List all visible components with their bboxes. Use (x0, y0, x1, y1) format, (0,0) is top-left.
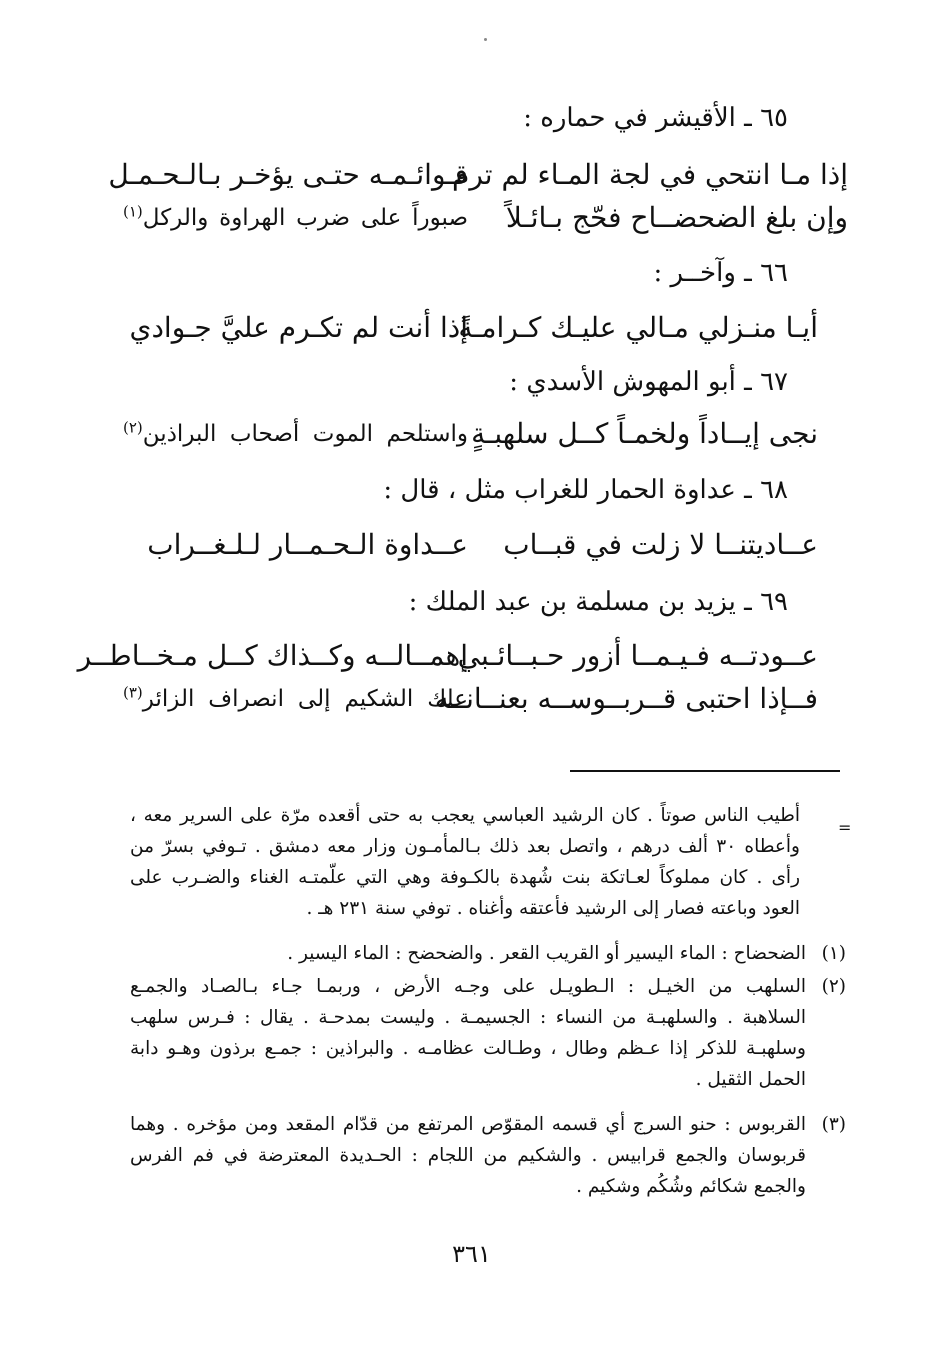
print-speck (484, 38, 487, 41)
footnote-number: (٣) (821, 1114, 846, 1135)
verse-second-hemistich: عــداوة الـحـمــار لـلـغــراب (147, 528, 468, 561)
footnote-number: (١) (821, 943, 846, 964)
footnote-reference: (٣) (123, 683, 143, 702)
footnote-line: الحمل الثقيل . (695, 1069, 806, 1090)
verse-line (120, 308, 848, 348)
poem-heading-68: ٦٨ ـ عداوة الحمار للغراب مثل ، قال : (383, 475, 788, 505)
footnote-line: السلاهبة . والسلهبـة من النساء : الجسيمـة . وليست بمدحـة . يقال : فـرس سلهب (130, 1007, 806, 1028)
continuation-mark: = (838, 818, 852, 837)
footnote-line: وسلهبـة للذكر إذا عـظم وطال ، وطـالت عظامـه . والبراذين : جمـع برذون وهـو دابة (130, 1038, 806, 1059)
footnote-line: قربوسان والجمع قرابيس . والشكيم من اللجام : الحـديدة المعترضة في فم الفرس (130, 1145, 806, 1166)
poem-heading-65: ٦٥ ـ الأقيشر في حماره : (523, 103, 788, 133)
footnote-line: القربوس : حنو السرج أي قسمه المقوّص المرتفع من قدّام المقعد ومن مؤخره . وهما (130, 1114, 806, 1135)
verse-line (77, 636, 848, 676)
verse-first-hemistich: عــاديتنــا لا زلت في قبــاب (503, 528, 818, 561)
footnote-2 (130, 971, 846, 1095)
verse-text: علك الشكيم إلى انصراف الزائر (142, 686, 468, 712)
verse-text: صبوراً على ضرب الهراوة والركل (142, 205, 468, 231)
footnote-line: السلهب من الخيـل : الـطويـل على وجـه الأرض ، وربمـا جـاء بـالصـاد والجمـع (130, 976, 806, 997)
footnote-1 (130, 938, 846, 969)
footnote-3 (130, 1109, 846, 1202)
verse-first-hemistich: فــإذا احتبى قــربــوســه بعنــانــه (434, 682, 818, 715)
verse-first-hemistich: إذا مـا انتحي في لجة المـاء لم ترم (452, 158, 848, 191)
page-number: ٣٦١ (452, 1240, 491, 1268)
verse-first-hemistich: أيـا منـزلي مـالي عليـك كـرامـةً (458, 311, 818, 344)
poem-heading-67: ٦٧ ـ أبو المهوش الأسدي : (509, 367, 788, 397)
verse-line (108, 155, 848, 195)
footnote-line: العود وباعته فصار إلى الرشيد فأعتقه وأغناه . توفي سنة ٢٣١ هـ . (306, 898, 800, 919)
footnote-reference: (٢) (123, 418, 143, 437)
verse-line (120, 414, 848, 454)
verse-first-hemistich: عــودتــه فـيـمــا أزور حـبــائـبي (457, 639, 818, 672)
verse-line (120, 679, 848, 719)
verse-first-hemistich: نجى إيــاداً ولخمـاً كــل سلهبـةٍ (471, 417, 818, 450)
verse-second-hemistich (123, 414, 468, 454)
footnote-line: رأى . كان مملوكاً لعـاتكة بنت شُهدة بالكـوفة وهي التي علّمتـه الغناء والضـرب على (130, 867, 800, 888)
verse-line (120, 525, 848, 565)
verse-line (120, 198, 848, 238)
verse-first-hemistich: وإن بلغ الضحضــاح فحّج بـائـلاً (505, 201, 848, 234)
verse-second-hemistich (123, 198, 468, 238)
footnote-line: والجمع شكائم وشُكُم وشكيم . (576, 1176, 806, 1197)
footnote-line: أطيب الناس صوتاً . كان الرشيد العباسي يعجب به حتى أقعده مرّة على السرير معه ، (130, 805, 800, 826)
verse-second-hemistich: إهمــالــه وكــذاك كــل مـخــاطــر (77, 639, 468, 672)
footnote-number: (٢) (821, 976, 846, 997)
footnote-reference: (١) (123, 202, 143, 221)
footnote-line: وأعطاه ٣٠ ألف درهم ، واتصل بعد ذلك بـالمأمـون وزار معه دمشق . تـوفي بسرّ من (130, 836, 800, 857)
verse-second-hemistich: إذا أنت لم تكـرم عليَّ جـوادي (129, 311, 468, 344)
poem-heading-69: ٦٩ ـ يزيد بن مسلمة بن عبد الملك : (408, 587, 788, 617)
footnote-line: الضحضاح : الماء اليسير أو القريب القعر . والضحضح : الماء اليسير . (287, 943, 806, 964)
verse-second-hemistich (123, 679, 468, 719)
verse-text: واستلحم الموت أصحاب البراذين (142, 421, 468, 447)
footnote-continuation (130, 800, 840, 924)
poem-heading-66: ٦٦ ـ وآخــر : (653, 258, 788, 288)
verse-second-hemistich: قـوائـمـه حتـى يؤخـر بـالـحـمـل (108, 158, 468, 191)
footnote-separator (570, 770, 840, 772)
